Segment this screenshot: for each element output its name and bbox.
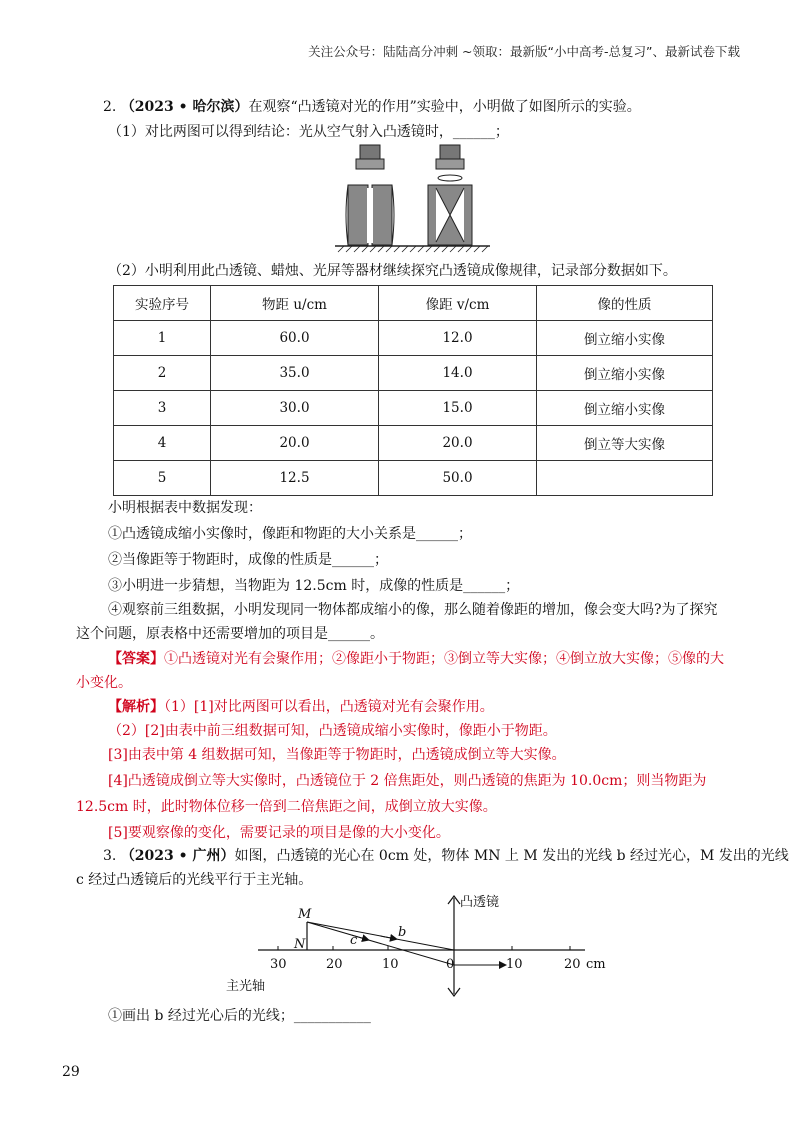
q2-stem-line bbox=[103, 97, 743, 117]
table-cell: 50.0 bbox=[379, 461, 537, 496]
table-cell: 20.0 bbox=[211, 426, 379, 461]
tick-label: 20 bbox=[326, 957, 343, 972]
ray-b-arrow-icon bbox=[380, 936, 396, 939]
q2-sub4-line1: ④观察前三组数据，小明发现同一物体都成缩小的像，那么随着像距的增加，像会变大吗?为了探究 bbox=[108, 602, 718, 618]
table-header-cell: 像距 v/cm bbox=[379, 286, 537, 321]
ground-hatch bbox=[335, 246, 490, 252]
table-cell: 倒立等大实像 bbox=[537, 426, 713, 461]
q2-analysis-line2: （2）[2]由表中前三组数据可知，凸透镜成缩小实像时，像距小于物距。 bbox=[108, 723, 557, 739]
table-cell: 倒立缩小实像 bbox=[537, 321, 713, 356]
q3-stem-line2: c 经过凸透镜后的光线平行于主光轴。 bbox=[76, 872, 313, 888]
lens-ray-diagram bbox=[220, 890, 620, 1000]
q2-sub1: ①凸透镜成缩小实像时，像距和物距的大小关系是______； bbox=[108, 526, 472, 542]
table-cell: 30.0 bbox=[211, 391, 379, 426]
q2-sub4-line2: 这个问题，原表格中还需要增加的项目是______。 bbox=[76, 626, 384, 642]
q2-convergence-figure bbox=[320, 140, 500, 255]
left-lamp-icon bbox=[356, 145, 384, 169]
table-cell: 15.0 bbox=[379, 391, 537, 426]
table-cell: 60.0 bbox=[211, 321, 379, 356]
q2-sub3: ③小明进一步猜想，当物距为 12.5cm 时，成像的性质是______； bbox=[108, 578, 520, 594]
left-light-box bbox=[346, 185, 394, 245]
table-cell bbox=[537, 461, 713, 496]
right-lamp-icon bbox=[436, 145, 464, 169]
q3-stem: 如图，凸透镜的光心在 0cm 处，物体 MN 上 M 发出的光线 b 经过光心，M 发出的光线 bbox=[234, 848, 789, 864]
table-cell: 12.5 bbox=[211, 461, 379, 496]
tick-label: 20 bbox=[564, 957, 581, 972]
q2-analysis-line5: 12.5cm 时，此时物体位移一倍到二倍焦距之间，成倒立放大实像。 bbox=[76, 799, 497, 815]
tick-label: 10 bbox=[382, 957, 399, 972]
q2-analysis-line4: [4]凸透镜成倒立等大实像时，凸透镜位于 2 倍焦距处，则凸透镜的焦距为 10.0cm；则当物距为 bbox=[108, 773, 707, 789]
table-cell: 1 bbox=[114, 321, 211, 356]
page-header: 关注公众号：陆陆高分冲刺 ~领取：最新版“小中高考-总复习”、最新试卷下载 bbox=[308, 44, 740, 59]
q2-source: （2023 • 哈尔滨） bbox=[120, 99, 249, 115]
q3-stem-line1 bbox=[103, 846, 789, 866]
table-header-cell: 实验序号 bbox=[114, 286, 211, 321]
answer-label: 【答案】 bbox=[108, 651, 164, 667]
q2-number: 2. bbox=[103, 99, 117, 115]
q2-analysis-line6: [5]要观察像的变化，需要记录的项目是像的大小变化。 bbox=[108, 825, 450, 841]
table-cell: 5 bbox=[114, 461, 211, 496]
page-number: 29 bbox=[62, 1064, 80, 1080]
q2-part1: （1）对比两图可以得到结论：光从空气射入凸透镜时，______； bbox=[108, 124, 509, 140]
point-m-label: M bbox=[298, 907, 312, 922]
ray-b-label: b bbox=[398, 925, 407, 940]
table-header-cell: 像的性质 bbox=[537, 286, 713, 321]
q2-part2: （2）小明利用此凸透镜、蜡烛、光屏等器材继续探究凸透镜成像规律，记录部分数据如下。 bbox=[108, 263, 677, 279]
point-n-label: N bbox=[294, 937, 306, 952]
tick-label: 10 bbox=[506, 957, 523, 972]
analysis-label: 【解析】 bbox=[108, 699, 164, 715]
table-cell: 3 bbox=[114, 391, 211, 426]
q3-source: （2023 • 广州） bbox=[120, 848, 235, 864]
q2-sub2: ②当像距等于物距时，成像的性质是______； bbox=[108, 552, 388, 568]
lens-label: 凸透镜 bbox=[460, 895, 500, 910]
table-cell: 14.0 bbox=[379, 356, 537, 391]
answer-text: ①凸透镜对光有会聚作用；②像距小于物距；③倒立等大实像；④倒立放大实像；⑤像的大 bbox=[164, 651, 724, 667]
q2-finding: 小明根据表中数据发现： bbox=[108, 500, 262, 516]
analysis-text: （1）[1]对比两图可以看出，凸透镜对光有会聚作用。 bbox=[164, 699, 494, 715]
table-cell: 4 bbox=[114, 426, 211, 461]
table-cell: 2 bbox=[114, 356, 211, 391]
table-row bbox=[114, 391, 713, 426]
q2-stem: 在观察“凸透镜对光的作用”实验中，小明做了如图所示的实验。 bbox=[248, 99, 641, 115]
q2-answer-line1 bbox=[108, 649, 748, 669]
convex-lens-icon bbox=[438, 175, 462, 181]
tick-label: 0 bbox=[446, 957, 455, 972]
axis-unit: cm bbox=[586, 957, 606, 972]
axis-label: 主光轴 bbox=[226, 979, 266, 994]
table-cell: 20.0 bbox=[379, 426, 537, 461]
table-cell: 35.0 bbox=[211, 356, 379, 391]
table-header-row bbox=[114, 286, 713, 321]
q2-analysis-line3: [3]由表中第 4 组数据可知，当像距等于物距时，凸透镜成倒立等大实像。 bbox=[108, 747, 566, 763]
table-cell: 倒立缩小实像 bbox=[537, 391, 713, 426]
ray-c-label: c bbox=[350, 933, 358, 948]
q2-analysis-line1 bbox=[108, 697, 748, 717]
table-row bbox=[114, 461, 713, 496]
right-light-box bbox=[428, 185, 472, 245]
imaging-data-table bbox=[113, 285, 713, 496]
table-row bbox=[114, 426, 713, 461]
q3-sub1: ①画出 b 经过光心后的光线；___________ bbox=[108, 1008, 371, 1024]
table-header-cell: 物距 u/cm bbox=[211, 286, 379, 321]
q2-answer-line2: 小变化。 bbox=[76, 675, 132, 691]
tick-label: 30 bbox=[270, 957, 287, 972]
table-cell: 倒立缩小实像 bbox=[537, 356, 713, 391]
table-row bbox=[114, 321, 713, 356]
table-row bbox=[114, 356, 713, 391]
q3-number: 3. bbox=[103, 848, 117, 864]
table-cell: 12.0 bbox=[379, 321, 537, 356]
